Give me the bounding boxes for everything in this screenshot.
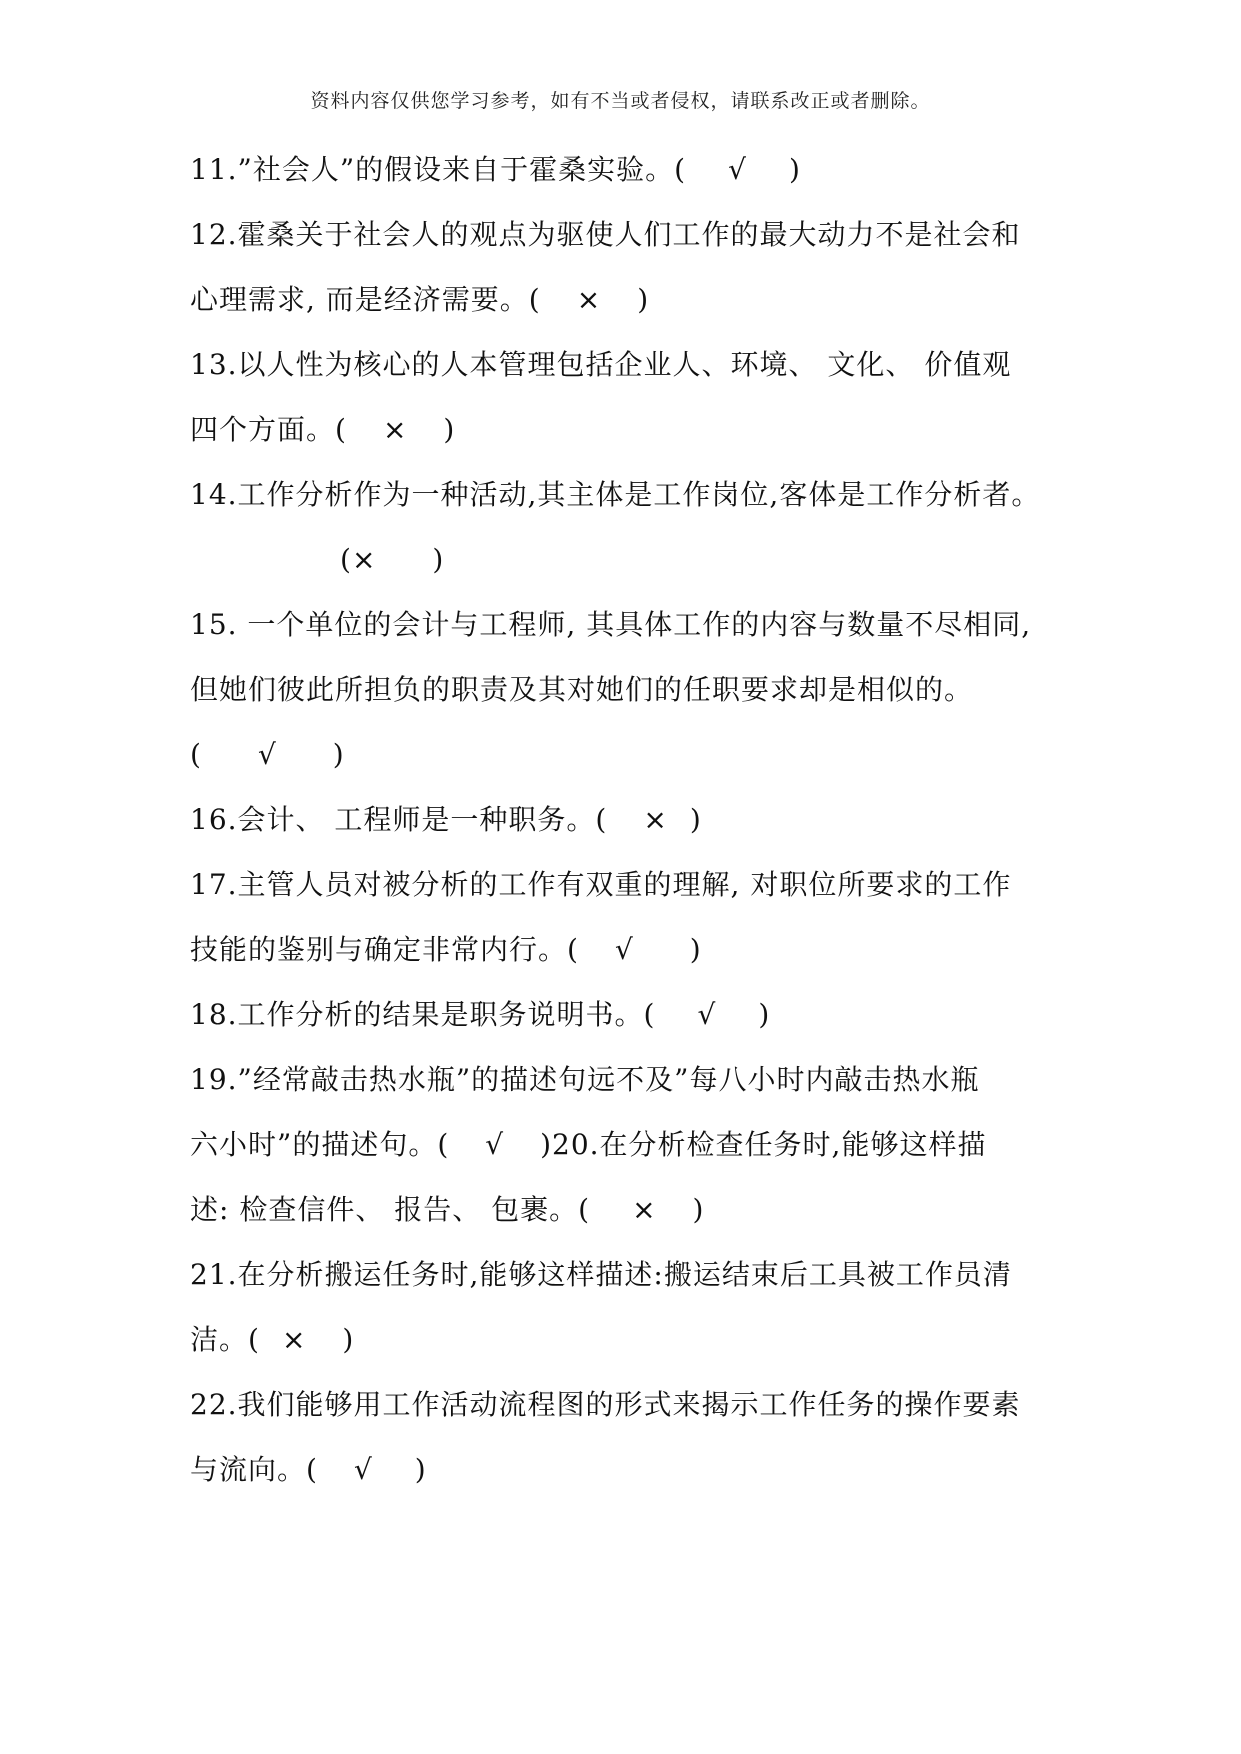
- cross-mark: ×: [632, 1193, 657, 1226]
- question-13: [190, 410, 1090, 450]
- check-mark: √: [728, 153, 747, 186]
- question-12: [190, 280, 1090, 320]
- question-20-text-2: 述: 检查信件、 报告、 包裹。(: [190, 1193, 591, 1226]
- question-11: [190, 150, 1090, 190]
- question-13-line-1: 13.以人性为核心的人本管理包括企业人、环境、 文化、 价值观: [190, 348, 1012, 381]
- question-15: [190, 735, 1090, 775]
- question-17-text: 技能的鉴别与确定非常内行。(: [190, 933, 579, 966]
- check-mark: √: [697, 998, 717, 1031]
- question-18-text: 18.工作分析的结果是职务说明书。(: [190, 998, 656, 1031]
- question-12-text: 心理需求, 而是经济需要。(: [190, 283, 541, 316]
- page-disclaimer: 资料内容仅供您学习参考，如有不当或者侵权，请联系改正或者删除。: [310, 90, 931, 112]
- cross-mark: ×: [351, 543, 377, 576]
- open-paren: (: [340, 543, 352, 576]
- close-paren: ): [414, 1453, 427, 1486]
- question-18: [190, 995, 1090, 1035]
- close-paren: ): [758, 998, 771, 1031]
- close-paren: ): [788, 153, 801, 186]
- check-mark: √: [353, 1453, 373, 1486]
- cross-mark: ×: [281, 1323, 307, 1356]
- close-paren: ): [692, 1193, 705, 1226]
- cross-mark: ×: [382, 413, 408, 446]
- close-paren: ): [332, 738, 345, 771]
- question-22: [190, 1450, 1090, 1490]
- check-mark: √: [614, 933, 634, 966]
- question-15-line-1: 15. 一个单位的会计与工程师, 其具体工作的内容与数量不尽相同,: [190, 608, 1032, 641]
- question-22-text: 与流向。(: [190, 1453, 318, 1486]
- close-paren: ): [432, 543, 445, 576]
- question-12-line-1: 12.霍桑关于社会人的观点为驱使人们工作的最大动力不是社会和: [190, 218, 1021, 251]
- question-19-20: [190, 1125, 1090, 1165]
- cross-mark: ×: [576, 283, 602, 316]
- question-15-line-2: 但她们彼此所担负的职责及其对她们的任职要求却是相似的。: [190, 673, 974, 706]
- close-paren: ): [443, 413, 456, 446]
- check-mark: √: [257, 738, 277, 771]
- question-16-text: 16.会计、 工程师是一种职务。(: [190, 803, 608, 836]
- close-paren: ): [637, 283, 650, 316]
- close-paren: ): [540, 1128, 553, 1161]
- question-17-line-1: 17.主管人员对被分析的工作有双重的理解, 对职位所要求的工作: [190, 868, 1012, 901]
- cross-mark: ×: [643, 803, 668, 836]
- question-13-text: 四个方面。(: [190, 413, 347, 446]
- question-17: [190, 930, 1090, 970]
- question-21-line-1: 21.在分析搬运任务时,能够这样描述:搬运结束后工具被工作员清: [190, 1258, 1012, 1291]
- check-mark: √: [485, 1128, 505, 1161]
- open-paren: (: [190, 738, 202, 771]
- close-paren: ): [689, 803, 702, 836]
- question-22-line-1: 22.我们能够用工作活动流程图的形式来揭示工作任务的操作要素: [190, 1388, 1021, 1421]
- question-20: [190, 1190, 1090, 1230]
- question-19-text: 六小时”的描述句。(: [190, 1128, 450, 1161]
- question-21-text: 洁。(: [190, 1323, 260, 1356]
- close-paren: ): [342, 1323, 355, 1356]
- question-11-text: 11.”社会人”的假设来自于霍桑实验。(: [190, 153, 687, 186]
- question-20-text: 20.在分析检查任务时,能够这样描: [552, 1128, 987, 1161]
- question-19-line-1: 19.”经常敲击热水瓶”的描述句远不及”每八小时内敲击热水瓶: [190, 1063, 980, 1096]
- question-16: [190, 800, 1090, 840]
- close-paren: ): [689, 933, 702, 966]
- question-21: [190, 1320, 1090, 1360]
- question-14-line-1: 14.工作分析作为一种活动,其主体是工作岗位,客体是工作分析者。: [190, 478, 1041, 511]
- question-14: [190, 540, 1090, 580]
